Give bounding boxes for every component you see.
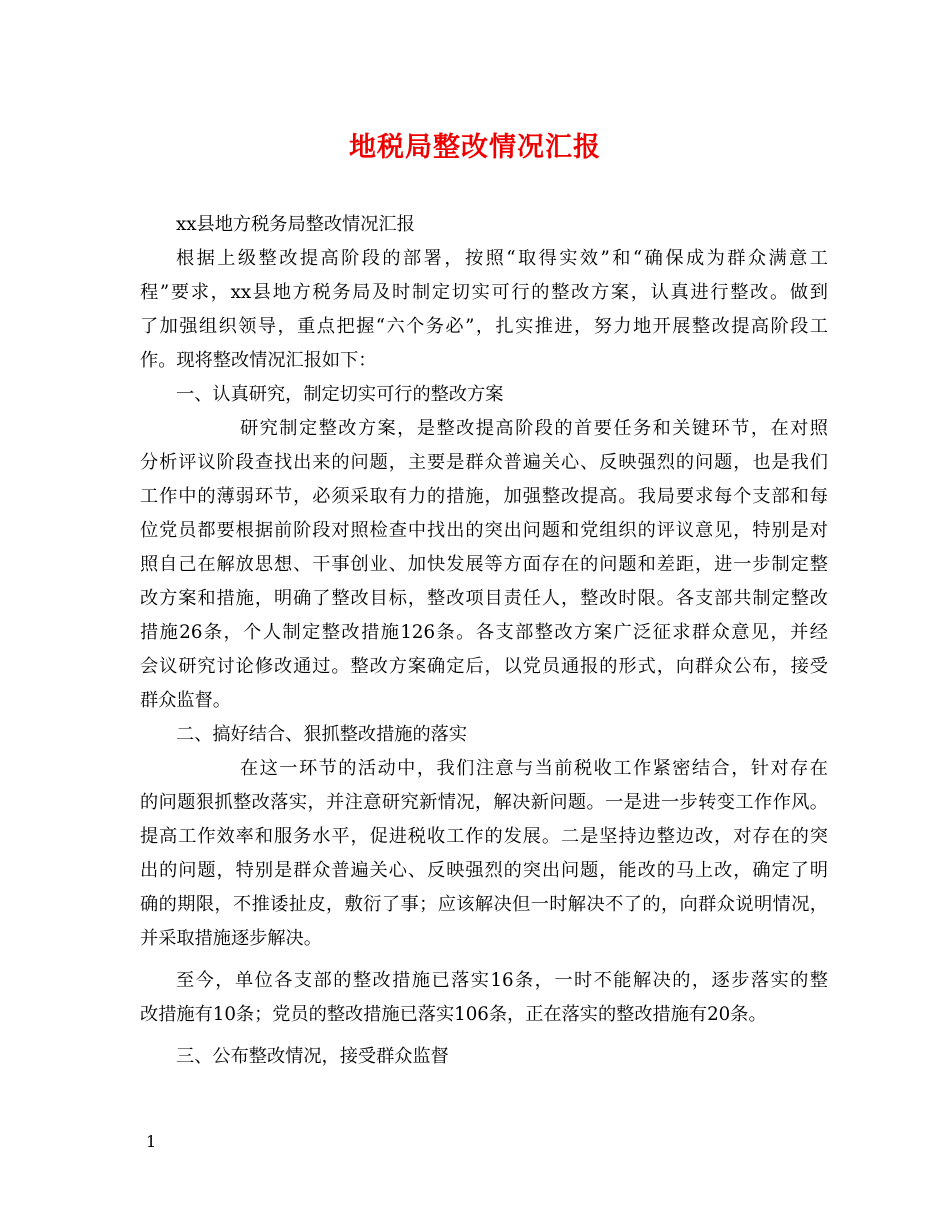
text-line: 研究制定整改方案，是整改提高阶段的首要任务和关键环节，在对照 [240,418,828,439]
text-line: xx县地方税务局整改情况汇报 [176,214,415,235]
text-line: 出的问题，特别是群众普遍关心、反映强烈的突出问题，能改的马上改，确定了明 [140,860,828,881]
text-line: 工作中的薄弱环节，必须采取有力的措施，加强整改提高。我局要求每个支部和每 [140,486,828,507]
text-line: 了加强组织领导，重点把握“六个务必”，扎实推进，努力地开展整改提高阶段工 [140,316,828,337]
paragraph-gap [140,956,828,964]
text-line: 在这一环节的活动中，我们注意与当前税收工作紧密结合，针对存在 [240,758,828,779]
text-line: 并采取措施逐步解决。 [140,928,322,949]
text-line: 分析评议阶段查找出来的问题，主要是群众普遍关心、反映强烈的问题，也是我们 [140,452,828,473]
text-line: 照自己在解放思想、干事创业、加快发展等方面存在的问题和差距，进一步制定整 [140,554,828,575]
text-line: 根据上级整改提高阶段的部署，按照“取得实效”和“确保成为群众满意工 [176,248,828,269]
text-line: 的问题狠抓整改落实，并注意研究新情况，解决新问题。一是进一步转变工作作风。 [140,792,828,813]
text-line: 一、认真研究，制定切实可行的整改方案 [176,384,504,405]
document-title: 地税局整改情况汇报 [349,132,601,163]
paragraph-gap [140,1032,828,1040]
text-line: 改方案和措施，明确了整改目标，整改项目责任人，整改时限。各支部共制定整改 [140,588,828,609]
text-line: 二、搞好结合、狠抓整改措施的落实 [176,724,468,745]
text-line: 改措施有10条；党员的整改措施已落实106条，正在落实的整改措施有20条。 [140,1004,767,1025]
text-line: 措施26条，个人制定整改措施126条。各支部整改方案广泛征求群众意见，并经 [140,622,828,643]
text-line: 程”要求，xx县地方税务局及时制定切实可行的整改方案，认真进行整改。做到 [140,282,828,303]
text-line: 提高工作效率和服务水平，促进税收工作的发展。二是坚持边整边改，对存在的突 [140,826,828,847]
text-line: 至今，单位各支部的整改措施已落实16条，一时不能解决的，逐步落实的整 [176,970,828,991]
page-number: 1 [146,1132,157,1151]
text-line: 三、公布整改情况，接受群众监督 [176,1046,449,1067]
text-line: 作。现将整改情况汇报如下： [140,350,377,371]
document-body [140,208,828,1074]
text-line: 群众监督。 [140,690,231,711]
text-line: 会议研究讨论修改通过。整改方案确定后，以党员通报的形式，向群众公布，接受 [140,656,828,677]
text-line: 位党员都要根据前阶段对照检查中找出的突出问题和党组织的评议意见，特别是对 [140,520,828,541]
text-line: 确的期限，不推诿扯皮，敷衍了事；应该解决但一时解决不了的，向群众说明情况， [140,894,828,915]
